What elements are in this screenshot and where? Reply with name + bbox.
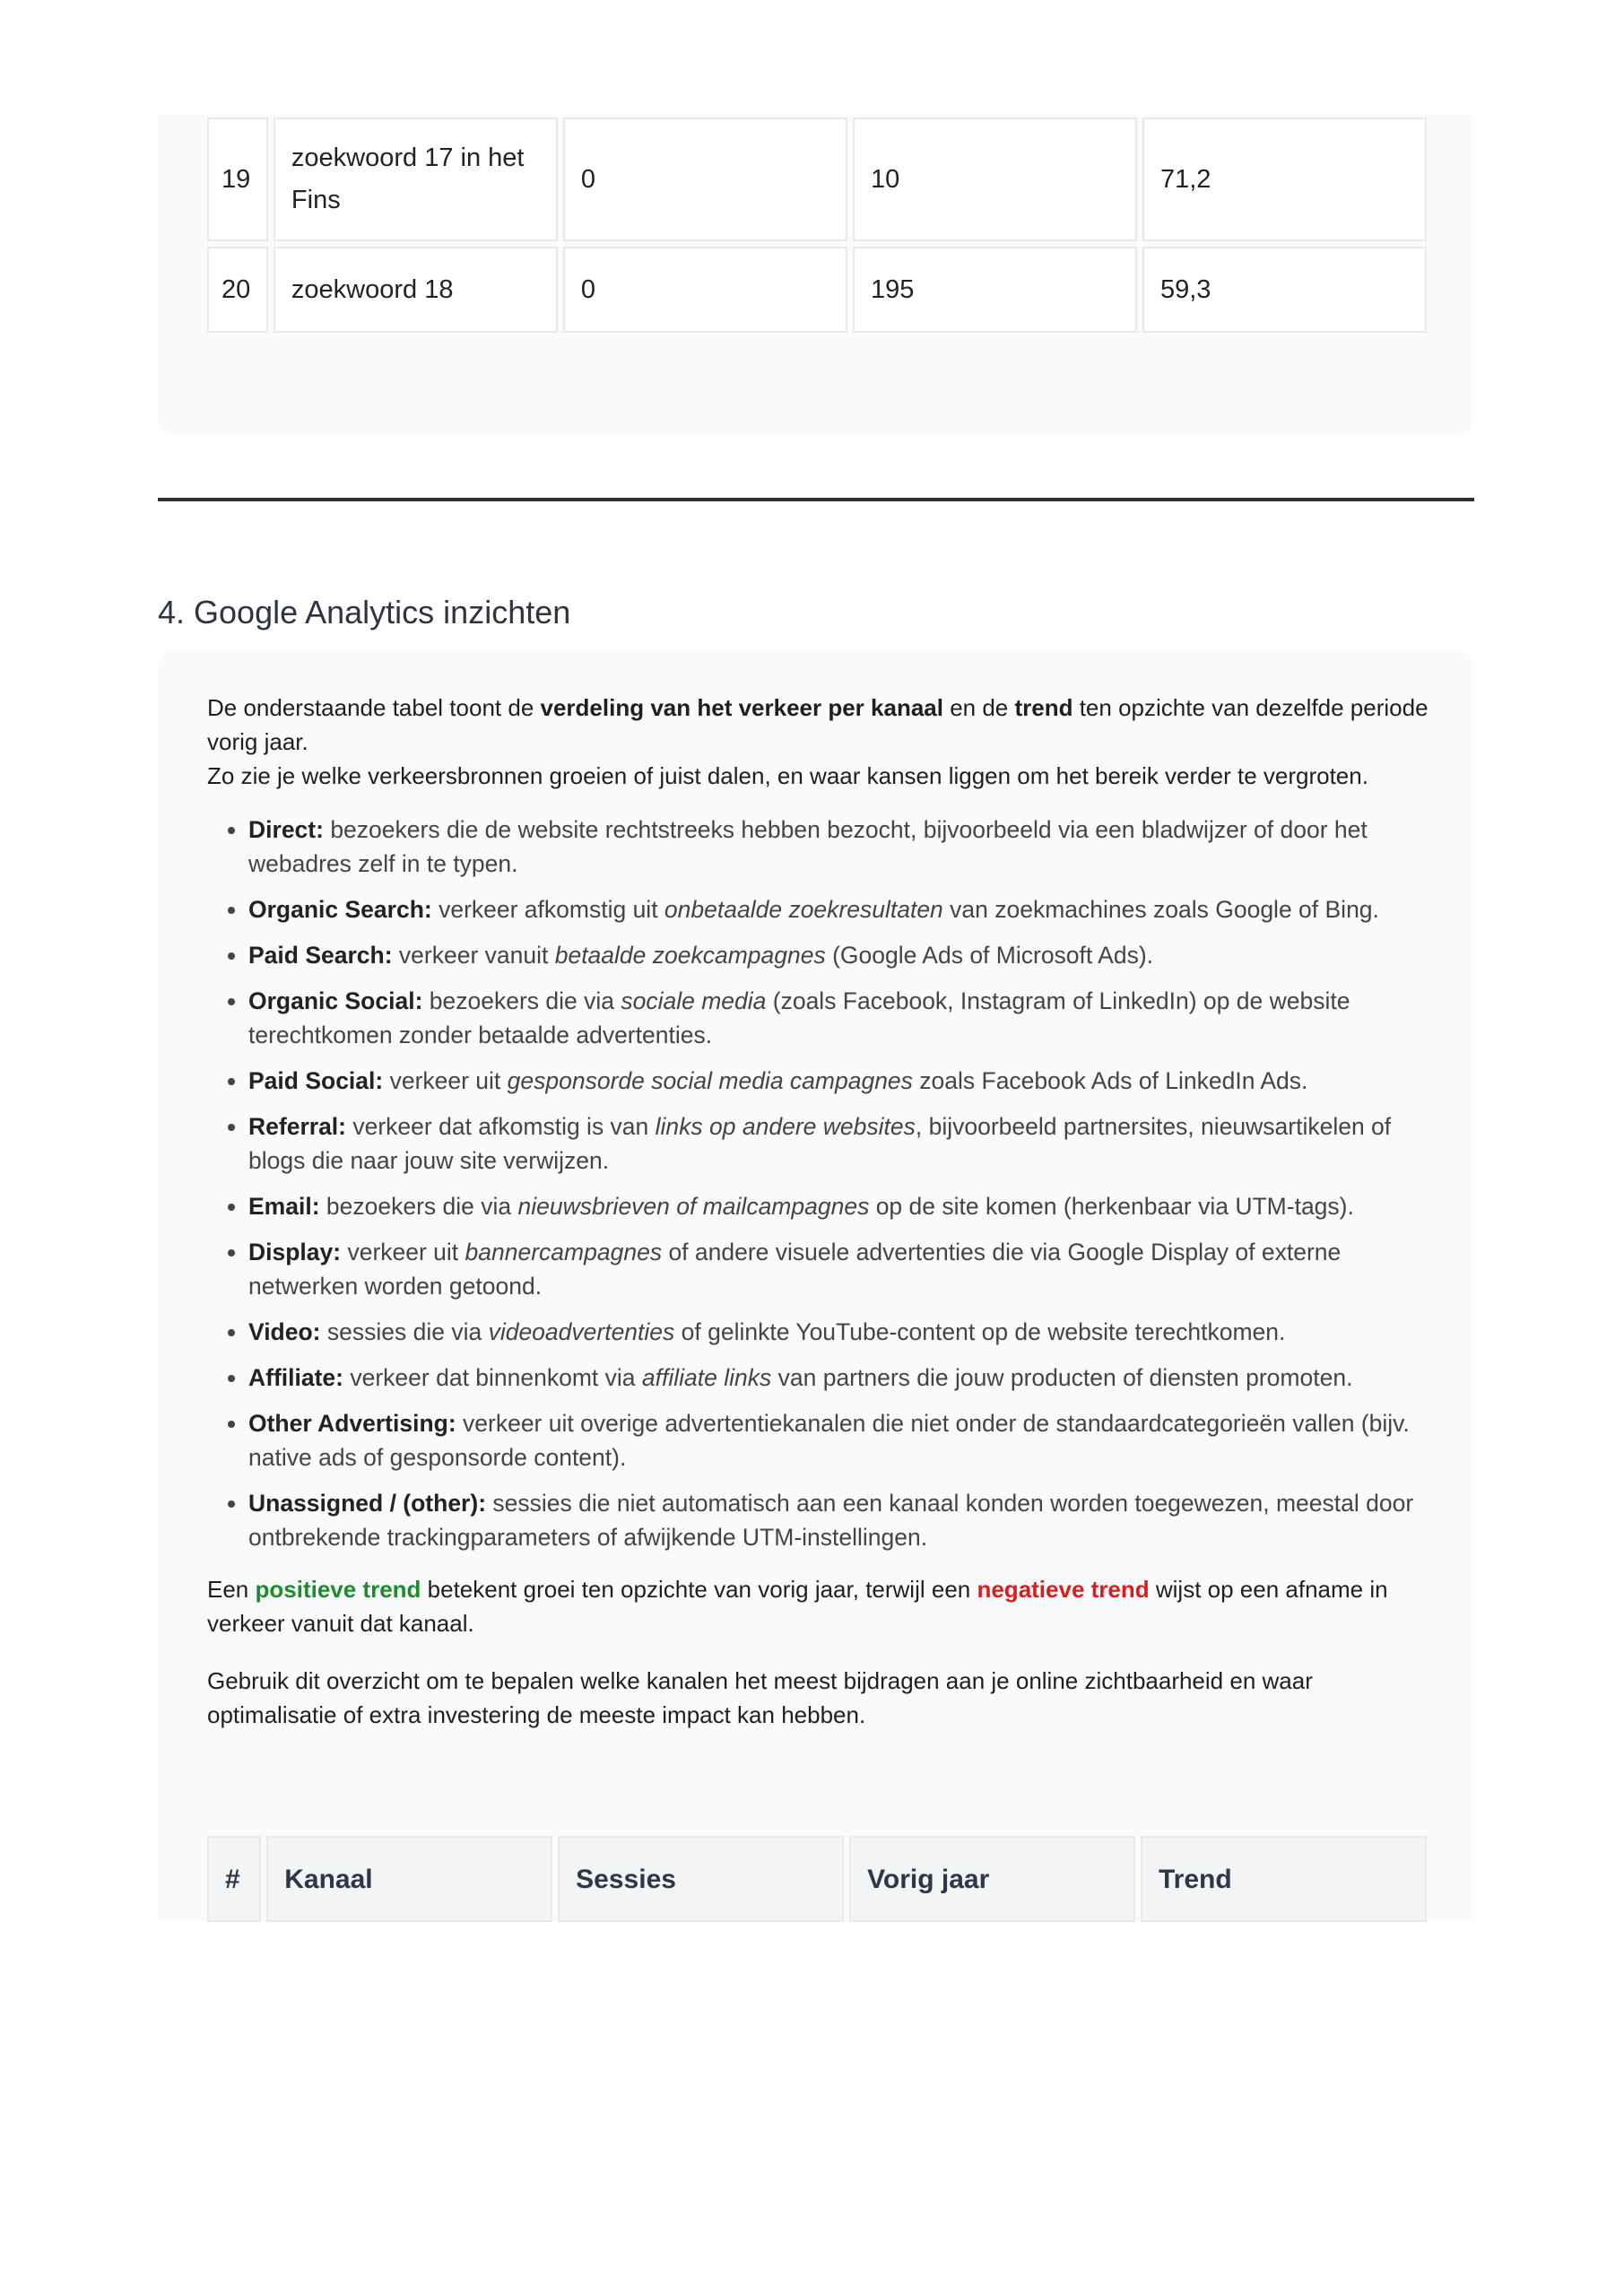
intro-paragraph-2: Zo zie je welke verkeersbronnen groeien of juist dalen, en waar kansen liggen om het bereik verder te vergroten. (207, 762, 1368, 789)
channel-text: op de site komen (herkenbaar via UTM-tags). (869, 1193, 1354, 1220)
intro-paragraph (207, 691, 1436, 759)
value-cell: 0 (563, 117, 847, 241)
channel-emphasis: affiliate links (641, 1364, 772, 1391)
channel-label: Other Advertising: (248, 1410, 456, 1437)
rank-cell: 20 (207, 247, 268, 333)
trend-text: Een (207, 1576, 256, 1603)
list-item (248, 813, 1436, 881)
keyword-table (202, 112, 1432, 338)
intro-text: De onderstaande tabel toont de (207, 694, 541, 721)
trend-text: wijst op een afname in verkeer vanuit dat kanaal. (207, 1576, 1388, 1637)
channel-text: bezoekers die de website rechtstreeks hebben bezocht, bijvoorbeeld via een bladwijzer of door het webadres zelf in te typen. (248, 816, 1368, 877)
channel-text: zoals Facebook Ads of LinkedIn Ads. (912, 1067, 1308, 1094)
channel-text: of gelinkte YouTube-content op de website terechtkomen. (674, 1318, 1286, 1345)
trend-text: betekent groei ten opzichte van vorig jaar, terwijl een (421, 1576, 977, 1603)
keyword-cell: zoekwoord 18 (274, 247, 558, 333)
channel-text: sessies die via (320, 1318, 489, 1345)
section-divider (158, 498, 1474, 501)
channel-label: Email: (248, 1193, 320, 1220)
table-row (207, 247, 1427, 333)
channel-label: Paid Social: (248, 1067, 384, 1094)
channel-text: verkeer dat binnenkomt via (343, 1364, 642, 1391)
channel-text: bezoekers die via (319, 1193, 518, 1220)
table-row (207, 117, 1427, 241)
channel-emphasis: onbetaalde zoekresultaten (664, 896, 943, 923)
table-header-row (207, 1836, 1427, 1922)
channel-label: Unassigned / (other): (248, 1490, 487, 1517)
list-item (248, 1315, 1436, 1349)
list-item (248, 1361, 1436, 1395)
channel-text: sessies die niet automatisch aan een kanaal konden worden toegewezen, meestal door ontbrekende trackingparameters of afwijkende UTM-instellingen. (248, 1490, 1414, 1551)
channel-label: Display: (248, 1239, 342, 1265)
channel-text: bezoekers die via (422, 987, 621, 1014)
channel-text: , bijvoorbeeld partnersites, nieuwsartikelen of blogs die naar jouw site verwijzen. (248, 1113, 1392, 1174)
channel-text: verkeer dat afkomstig is van (346, 1113, 656, 1140)
value-cell: 0 (563, 247, 847, 333)
intro-text: en de (942, 694, 1015, 721)
channel-label: Paid Search: (248, 942, 393, 969)
channel-emphasis: gesponsorde social media campagnes (507, 1067, 913, 1094)
channel-emphasis: nieuwsbrieven of mailcampagnes (517, 1193, 870, 1220)
keyword-cell: zoekwoord 17 in het Fins (274, 117, 558, 241)
list-item (248, 1109, 1436, 1178)
list-item (248, 1486, 1436, 1554)
channel-emphasis: links op andere websites (655, 1113, 916, 1140)
column-header-rank: # (207, 1836, 261, 1922)
channel-emphasis: bannercampagnes (465, 1239, 663, 1265)
channel-text: verkeer vanuit (392, 942, 555, 969)
channel-text: van partners die jouw producten of diensten promoten. (771, 1364, 1353, 1391)
trend-note (207, 1572, 1436, 1640)
channel-label: Organic Social: (248, 987, 423, 1014)
analytics-content (207, 691, 1436, 1732)
list-item (248, 1235, 1436, 1303)
column-header-channel: Kanaal (266, 1836, 552, 1922)
value-cell: 10 (853, 117, 1137, 241)
list-item (248, 892, 1436, 926)
channel-text: verkeer uit (383, 1067, 508, 1094)
value-cell: 195 (853, 247, 1137, 333)
channel-text: of andere visuele advertenties die via Google Display of externe netwerken worden getoond. (248, 1239, 1342, 1300)
list-item (248, 1064, 1436, 1098)
channel-label: Direct: (248, 816, 324, 843)
positive-trend-label: positieve trend (255, 1576, 421, 1603)
intro-bold: verdeling van het verkeer per kanaal (540, 694, 943, 721)
list-item (248, 1406, 1436, 1474)
negative-trend-label: negatieve trend (977, 1576, 1150, 1603)
column-header-sessions: Sessies (558, 1836, 844, 1922)
channel-label: Affiliate: (248, 1364, 343, 1391)
value-cell: 59,3 (1142, 247, 1427, 333)
channel-text: verkeer uit overige advertentiekanalen die niet onder de standaardcategorieën vallen (bijv. native ads of gesponsorde content). (248, 1410, 1410, 1471)
channel-table (202, 1831, 1432, 1927)
channel-list (207, 813, 1436, 1554)
closing-paragraph: Gebruik dit overzicht om te bepalen welke kanalen het meest bijdragen aan je online zichtbaarheid en waar optimalisatie of extra investering de meeste impact kan hebben. (207, 1667, 1313, 1728)
channel-emphasis: videoadvertenties (488, 1318, 675, 1345)
channel-text: (zoals Facebook, Instagram of LinkedIn) op de website terechtkomen zonder betaalde advertenties. (248, 987, 1350, 1048)
channel-emphasis: betaalde zoekcampagnes (554, 942, 826, 969)
list-item (248, 1189, 1436, 1223)
channel-label: Video: (248, 1318, 321, 1345)
section-title: 4. Google Analytics inzichten (158, 594, 571, 631)
value-cell: 71,2 (1142, 117, 1427, 241)
rank-cell: 19 (207, 117, 268, 241)
intro-text: ten opzichte van dezelfde periode vorig jaar. (207, 694, 1429, 755)
channel-text: van zoekmachines zoals Google of Bing. (942, 896, 1379, 923)
spacer (207, 1640, 1436, 1664)
column-header-previous-year: Vorig jaar (849, 1836, 1135, 1922)
list-item (248, 938, 1436, 972)
list-item (248, 984, 1436, 1052)
channel-text: verkeer uit (341, 1239, 465, 1265)
channel-text: (Google Ads of Microsoft Ads). (825, 942, 1154, 969)
channel-text: verkeer afkomstig uit (431, 896, 664, 923)
channel-label: Referral: (248, 1113, 346, 1140)
intro-bold: trend (1014, 694, 1073, 721)
channel-label: Organic Search: (248, 896, 432, 923)
channel-emphasis: sociale media (621, 987, 767, 1014)
column-header-trend: Trend (1141, 1836, 1427, 1922)
